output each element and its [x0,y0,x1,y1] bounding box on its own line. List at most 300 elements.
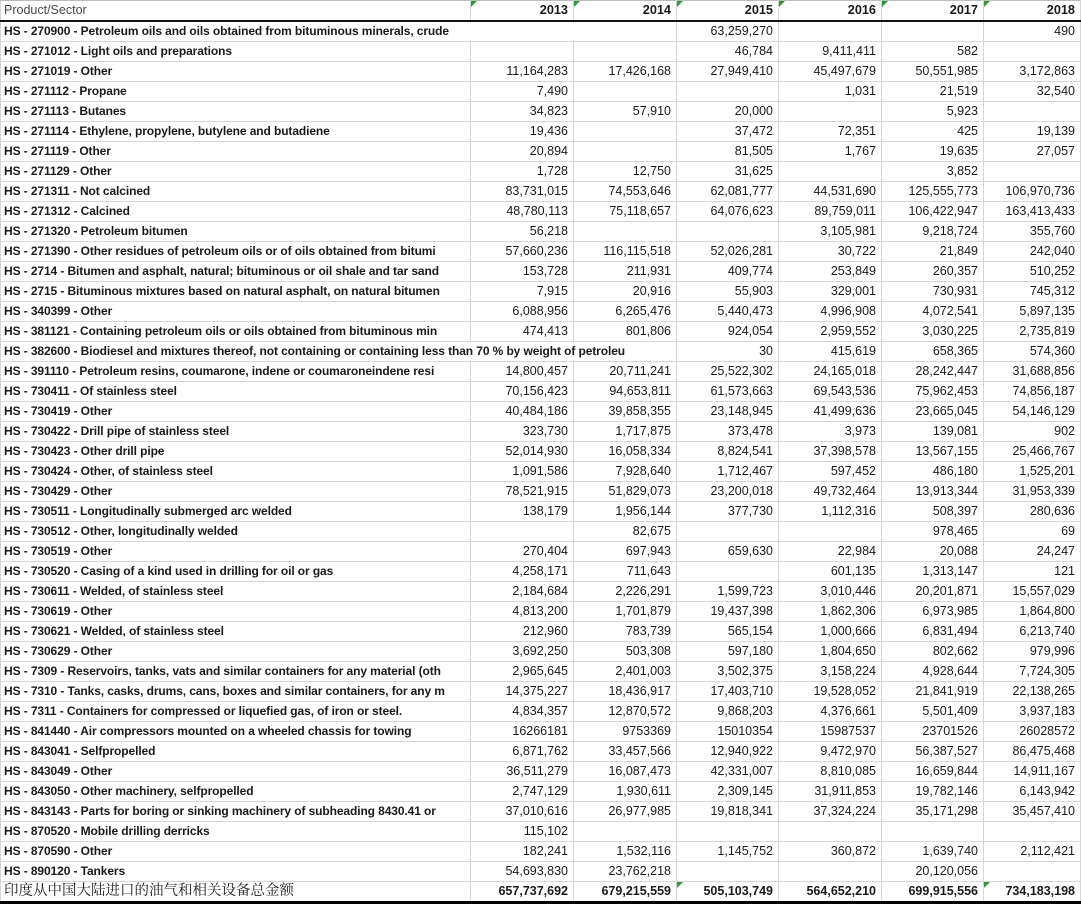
value-cell-2016[interactable]: 19,528,052 [779,682,882,702]
column-header-2017[interactable] [882,1,984,22]
value-cell-2015[interactable]: 25,522,302 [677,362,779,382]
value-cell-2015[interactable]: 81,505 [677,142,779,162]
value-cell-2017[interactable]: 4,072,541 [882,302,984,322]
row-label-cell[interactable]: HS - 271311 - Not calcined [1,182,471,202]
value-cell-2014[interactable]: 711,643 [574,562,677,582]
value-cell-2018[interactable]: 5,897,135 [984,302,1081,322]
row-label-cell[interactable]: HS - 7309 - Reservoirs, tanks, vats and similar containers for any material (oth [1,662,471,682]
value-cell-2014[interactable]: 17,426,168 [574,62,677,82]
value-cell-2017[interactable]: 20,088 [882,542,984,562]
total-value-cell-2013[interactable] [471,882,574,903]
value-cell-2016[interactable]: 41,499,636 [779,402,882,422]
value-cell-2013[interactable]: 212,960 [471,622,574,642]
value-cell-2015[interactable]: 19,818,341 [677,802,779,822]
value-cell-2018[interactable] [984,862,1081,882]
value-cell-2016[interactable] [779,162,882,182]
value-cell-2016[interactable]: 22,984 [779,542,882,562]
value-cell-2018[interactable]: 7,724,305 [984,662,1081,682]
total-value-cell-2016[interactable] [779,882,882,903]
value-cell-2017[interactable]: 35,171,298 [882,802,984,822]
value-cell-2015[interactable] [677,562,779,582]
value-cell-2018[interactable] [984,162,1081,182]
total-value-cell-2015[interactable] [677,882,779,903]
value-cell-2016[interactable]: 360,872 [779,842,882,862]
value-cell-2013[interactable]: 270,404 [471,542,574,562]
value-cell-2017[interactable]: 50,551,985 [882,62,984,82]
column-header-2014[interactable] [574,1,677,22]
value-cell-2014[interactable] [574,42,677,62]
value-cell-2017[interactable] [882,822,984,842]
value-cell-2015[interactable]: 20,000 [677,102,779,122]
row-label-cell[interactable]: HS - 843050 - Other machinery, selfpropelled [1,782,471,802]
value-cell-2018[interactable]: 54,146,129 [984,402,1081,422]
value-cell-2013[interactable]: 2,747,129 [471,782,574,802]
value-cell-2018[interactable]: 3,937,183 [984,702,1081,722]
value-cell-2018[interactable]: 280,636 [984,502,1081,522]
value-cell-2016[interactable]: 45,497,679 [779,62,882,82]
value-cell-2018[interactable]: 3,172,863 [984,62,1081,82]
value-cell-2017[interactable]: 21,841,919 [882,682,984,702]
value-cell-2017[interactable]: 23,665,045 [882,402,984,422]
value-cell-2018[interactable]: 574,360 [984,342,1081,362]
value-cell-2017[interactable]: 730,931 [882,282,984,302]
value-cell-2014[interactable]: 94,653,811 [574,382,677,402]
value-cell-2016[interactable]: 9,411,411 [779,42,882,62]
value-cell-2013[interactable]: 70,156,423 [471,382,574,402]
value-cell-2015[interactable]: 1,145,752 [677,842,779,862]
value-cell-2015[interactable]: 373,478 [677,422,779,442]
value-cell-2017[interactable]: 3,852 [882,162,984,182]
value-cell-2016[interactable] [779,862,882,882]
value-cell-2015[interactable]: 2,309,145 [677,782,779,802]
value-cell-2017[interactable]: 21,519 [882,82,984,102]
value-cell-2018[interactable]: 35,457,410 [984,802,1081,822]
value-cell-2017[interactable] [882,21,984,42]
value-cell-2016[interactable]: 30,722 [779,242,882,262]
value-cell-2018[interactable]: 902 [984,422,1081,442]
row-label-cell[interactable]: HS - 843041 - Selfpropelled [1,742,471,762]
value-cell-2013[interactable]: 16266181 [471,722,574,742]
value-cell-2015[interactable]: 924,054 [677,322,779,342]
row-label-cell[interactable]: HS - 271390 - Other residues of petroleum oils or of oils obtained from bitumi [1,242,471,262]
value-cell-2014[interactable]: 20,916 [574,282,677,302]
value-cell-2016[interactable]: 601,135 [779,562,882,582]
value-cell-2014[interactable]: 1,701,879 [574,602,677,622]
value-cell-2013[interactable] [471,522,574,542]
value-cell-2013[interactable]: 36,511,279 [471,762,574,782]
value-cell-2013[interactable]: 138,179 [471,502,574,522]
value-cell-2014[interactable]: 26,977,985 [574,802,677,822]
value-cell-2014[interactable]: 57,910 [574,102,677,122]
value-cell-2014[interactable]: 20,711,241 [574,362,677,382]
value-cell-2014[interactable]: 16,087,473 [574,762,677,782]
row-label-cell[interactable]: HS - 340399 - Other [1,302,471,322]
value-cell-2014[interactable]: 116,115,518 [574,242,677,262]
value-cell-2016[interactable]: 597,452 [779,462,882,482]
value-cell-2016[interactable]: 31,911,853 [779,782,882,802]
row-label-cell[interactable]: HS - 2715 - Bituminous mixtures based on natural asphalt, on natural bitumen [1,282,471,302]
column-header-2015[interactable] [677,1,779,22]
value-cell-2017[interactable]: 6,831,494 [882,622,984,642]
value-cell-2016[interactable]: 2,959,552 [779,322,882,342]
value-cell-2018[interactable]: 22,138,265 [984,682,1081,702]
value-cell-2013[interactable]: 7,915 [471,282,574,302]
value-cell-2013[interactable]: 1,091,586 [471,462,574,482]
value-cell-2017[interactable]: 13,913,344 [882,482,984,502]
value-cell-2015[interactable] [677,862,779,882]
value-cell-2016[interactable]: 253,849 [779,262,882,282]
value-cell-2014[interactable]: 82,675 [574,522,677,542]
value-cell-2018[interactable]: 31,688,856 [984,362,1081,382]
value-cell-2013[interactable]: 37,010,616 [471,802,574,822]
row-label-cell[interactable] [1,21,471,42]
value-cell-2016[interactable] [779,102,882,122]
value-cell-2016[interactable]: 49,732,464 [779,482,882,502]
value-cell-2017[interactable]: 106,422,947 [882,202,984,222]
value-cell-2016[interactable]: 1,000,666 [779,622,882,642]
value-cell-2018[interactable]: 106,970,736 [984,182,1081,202]
value-cell-2016[interactable]: 1,031 [779,82,882,102]
value-cell-2015[interactable]: 30 [677,342,779,362]
value-cell-2015[interactable] [677,222,779,242]
value-cell-2017[interactable]: 486,180 [882,462,984,482]
row-label-cell[interactable]: HS - 730519 - Other [1,542,471,562]
value-cell-2014[interactable]: 2,401,003 [574,662,677,682]
value-cell-2015[interactable]: 15010354 [677,722,779,742]
value-cell-2016[interactable]: 3,973 [779,422,882,442]
value-cell-2014[interactable] [574,822,677,842]
value-cell-2015[interactable]: 31,625 [677,162,779,182]
value-cell-2014[interactable] [574,142,677,162]
value-cell-2016[interactable]: 3,105,981 [779,222,882,242]
value-cell-2017[interactable]: 125,555,773 [882,182,984,202]
value-cell-2013[interactable]: 1,728 [471,162,574,182]
column-header-2018[interactable] [984,1,1081,22]
value-cell-2017[interactable]: 56,387,527 [882,742,984,762]
value-cell-2018[interactable]: 2,735,819 [984,322,1081,342]
row-label-cell[interactable]: HS - 730411 - Of stainless steel [1,382,471,402]
row-label-cell[interactable]: HS - 730422 - Drill pipe of stainless steel [1,422,471,442]
value-cell-2015[interactable]: 659,630 [677,542,779,562]
value-cell-2015[interactable]: 9,868,203 [677,702,779,722]
value-cell-2017[interactable]: 6,973,985 [882,602,984,622]
value-cell-2014[interactable]: 6,265,476 [574,302,677,322]
value-cell-2013[interactable]: 4,834,357 [471,702,574,722]
value-cell-2018[interactable]: 86,475,468 [984,742,1081,762]
value-cell-2013[interactable]: 83,731,015 [471,182,574,202]
value-cell-2016[interactable]: 8,810,085 [779,762,882,782]
value-cell-2013[interactable] [471,42,574,62]
value-cell-2015[interactable]: 565,154 [677,622,779,642]
value-cell-2017[interactable]: 23701526 [882,722,984,742]
row-label-cell[interactable]: HS - 730611 - Welded, of stainless steel [1,582,471,602]
value-cell-2014[interactable]: 1,717,875 [574,422,677,442]
value-cell-2017[interactable]: 139,081 [882,422,984,442]
value-cell-2018[interactable]: 25,466,767 [984,442,1081,462]
value-cell-2018[interactable]: 2,112,421 [984,842,1081,862]
value-cell-2018[interactable]: 19,139 [984,122,1081,142]
row-label-cell[interactable]: HS - 271320 - Petroleum bitumen [1,222,471,242]
value-cell-2017[interactable]: 20,120,056 [882,862,984,882]
value-cell-2015[interactable]: 377,730 [677,502,779,522]
value-cell-2013[interactable]: 52,014,930 [471,442,574,462]
value-cell-2016[interactable]: 69,543,536 [779,382,882,402]
value-cell-2014[interactable]: 503,308 [574,642,677,662]
value-cell-2013[interactable]: 323,730 [471,422,574,442]
value-cell-2014[interactable]: 1,930,611 [574,782,677,802]
value-cell-2016[interactable]: 37,398,578 [779,442,882,462]
value-cell-2017[interactable]: 28,242,447 [882,362,984,382]
value-cell-2016[interactable]: 329,001 [779,282,882,302]
value-cell-2017[interactable]: 1,313,147 [882,562,984,582]
value-cell-2017[interactable]: 802,662 [882,642,984,662]
value-cell-2013[interactable]: 6,871,762 [471,742,574,762]
value-cell-2013[interactable]: 48,780,113 [471,202,574,222]
value-cell-2013[interactable]: 3,692,250 [471,642,574,662]
value-cell-2014[interactable]: 2,226,291 [574,582,677,602]
value-cell-2014[interactable] [574,222,677,242]
value-cell-2017[interactable]: 9,218,724 [882,222,984,242]
value-cell-2018[interactable]: 490 [984,21,1081,42]
value-cell-2014[interactable]: 12,870,572 [574,702,677,722]
row-label-cell[interactable]: HS - 730511 - Longitudinally submerged arc welded [1,502,471,522]
value-cell-2017[interactable]: 19,635 [882,142,984,162]
row-label-cell[interactable]: HS - 271129 - Other [1,162,471,182]
value-cell-2015[interactable]: 19,437,398 [677,602,779,622]
value-cell-2017[interactable]: 19,782,146 [882,782,984,802]
value-cell-2015[interactable]: 3,502,375 [677,662,779,682]
value-cell-2018[interactable]: 1,525,201 [984,462,1081,482]
value-cell-2015[interactable]: 409,774 [677,262,779,282]
value-cell-2018[interactable]: 6,143,942 [984,782,1081,802]
total-value-cell-2017[interactable] [882,882,984,903]
value-cell-2016[interactable]: 1,804,650 [779,642,882,662]
row-label-cell[interactable]: HS - 271114 - Ethylene, propylene, butylene and butadiene [1,122,471,142]
row-label-cell[interactable]: HS - 730429 - Other [1,482,471,502]
value-cell-2016[interactable]: 3,158,224 [779,662,882,682]
column-header-product-sector[interactable]: Product/Sector [1,1,471,22]
value-cell-2013[interactable]: 19,436 [471,122,574,142]
value-cell-2016[interactable]: 3,010,446 [779,582,882,602]
value-cell-2016[interactable]: 1,767 [779,142,882,162]
value-cell-2016[interactable]: 37,324,224 [779,802,882,822]
value-cell-2013[interactable]: 14,800,457 [471,362,574,382]
value-cell-2015[interactable]: 5,440,473 [677,302,779,322]
value-cell-2014[interactable] [574,82,677,102]
value-cell-2014[interactable]: 7,928,640 [574,462,677,482]
value-cell-2014[interactable]: 783,739 [574,622,677,642]
row-label-cell[interactable]: HS - 890120 - Tankers [1,862,471,882]
row-label-cell[interactable]: HS - 271119 - Other [1,142,471,162]
column-header-2016[interactable] [779,1,882,22]
value-cell-2015[interactable]: 42,331,007 [677,762,779,782]
value-cell-2018[interactable]: 745,312 [984,282,1081,302]
row-label-cell[interactable]: HS - 271312 - Calcined [1,202,471,222]
row-label-cell[interactable]: HS - 843049 - Other [1,762,471,782]
row-label-cell[interactable]: HS - 841440 - Air compressors mounted on a wheeled chassis for towing [1,722,471,742]
value-cell-2017[interactable]: 582 [882,42,984,62]
value-cell-2014[interactable]: 697,943 [574,542,677,562]
value-cell-2018[interactable] [984,42,1081,62]
value-cell-2013[interactable]: 54,693,830 [471,862,574,882]
row-label-cell[interactable]: HS - 271012 - Light oils and preparations [1,42,471,62]
value-cell-2015[interactable]: 1,599,723 [677,582,779,602]
value-cell-2015[interactable]: 63,259,270 [677,21,779,42]
value-cell-2013[interactable]: 4,813,200 [471,602,574,622]
value-cell-2018[interactable] [984,102,1081,122]
value-cell-2015[interactable]: 12,940,922 [677,742,779,762]
column-header-2013[interactable] [471,1,574,22]
value-cell-2015[interactable]: 37,472 [677,122,779,142]
value-cell-2013[interactable]: 182,241 [471,842,574,862]
row-label-cell[interactable] [1,342,626,362]
row-label-cell[interactable]: HS - 7311 - Containers for compressed or liquefied gas, of iron or steel. [1,702,471,722]
value-cell-2013[interactable]: 153,728 [471,262,574,282]
row-label-cell[interactable]: HS - 730621 - Welded, of stainless steel [1,622,471,642]
value-cell-2016[interactable]: 1,862,306 [779,602,882,622]
value-cell-2015[interactable] [677,822,779,842]
row-label-cell[interactable]: HS - 870520 - Mobile drilling derricks [1,822,471,842]
row-label-cell[interactable]: HS - 870590 - Other [1,842,471,862]
value-cell-2018[interactable]: 355,760 [984,222,1081,242]
total-label-cell[interactable]: 印度从中国大陆进口的油气和相关设备总金额 [1,882,471,903]
row-label-cell[interactable]: HS - 271112 - Propane [1,82,471,102]
value-cell-2014[interactable]: 51,829,073 [574,482,677,502]
value-cell-2014[interactable]: 801,806 [574,322,677,342]
value-cell-2017[interactable]: 13,567,155 [882,442,984,462]
value-cell-2017[interactable]: 16,659,844 [882,762,984,782]
value-cell-2015[interactable]: 8,824,541 [677,442,779,462]
value-cell-2017[interactable]: 21,849 [882,242,984,262]
value-cell-2017[interactable]: 4,928,644 [882,662,984,682]
value-cell-2017[interactable]: 1,639,740 [882,842,984,862]
value-cell-2013[interactable]: 20,894 [471,142,574,162]
row-label-cell[interactable]: HS - 730619 - Other [1,602,471,622]
value-cell-2014[interactable]: 16,058,334 [574,442,677,462]
value-cell-2017[interactable]: 658,365 [882,342,984,362]
value-cell-2018[interactable]: 31,953,339 [984,482,1081,502]
value-cell-2015[interactable]: 1,712,467 [677,462,779,482]
value-cell-2016[interactable]: 44,531,690 [779,182,882,202]
row-label-cell[interactable]: HS - 730629 - Other [1,642,471,662]
value-cell-2016[interactable]: 72,351 [779,122,882,142]
value-cell-2018[interactable]: 26028572 [984,722,1081,742]
value-cell-2013[interactable]: 4,258,171 [471,562,574,582]
row-label-cell[interactable]: HS - 271113 - Butanes [1,102,471,122]
value-cell-2018[interactable]: 242,040 [984,242,1081,262]
value-cell-2018[interactable]: 979,996 [984,642,1081,662]
row-label-cell[interactable]: HS - 381121 - Containing petroleum oils or oils obtained from bituminous min [1,322,471,342]
row-label-cell[interactable]: HS - 271019 - Other [1,62,471,82]
value-cell-2013[interactable]: 34,823 [471,102,574,122]
value-cell-2015[interactable]: 17,403,710 [677,682,779,702]
value-cell-2013[interactable]: 2,965,645 [471,662,574,682]
value-cell-2018[interactable]: 24,247 [984,542,1081,562]
value-cell-2013[interactable]: 40,484,186 [471,402,574,422]
value-cell-2016[interactable]: 4,376,661 [779,702,882,722]
value-cell-2013[interactable]: 11,164,283 [471,62,574,82]
total-value-cell-2014[interactable] [574,882,677,903]
row-label-cell[interactable]: HS - 7310 - Tanks, casks, drums, cans, boxes and similar containers, for any m [1,682,471,702]
value-cell-2014[interactable]: 33,457,566 [574,742,677,762]
value-cell-2015[interactable]: 52,026,281 [677,242,779,262]
row-label-cell[interactable]: HS - 730520 - Casing of a kind used in drilling for oil or gas [1,562,471,582]
value-cell-2016[interactable]: 415,619 [779,342,882,362]
value-cell-2014[interactable]: 9753369 [574,722,677,742]
row-label-cell[interactable]: HS - 730512 - Other, longitudinally welded [1,522,471,542]
total-value-cell-2018[interactable] [984,882,1081,903]
value-cell-2013[interactable]: 56,218 [471,222,574,242]
value-cell-2014[interactable]: 75,118,657 [574,202,677,222]
value-cell-2013[interactable]: 474,413 [471,322,574,342]
value-cell-2015[interactable]: 46,784 [677,42,779,62]
value-cell-2018[interactable]: 1,864,800 [984,602,1081,622]
value-cell-2013[interactable]: 14,375,227 [471,682,574,702]
value-cell-2017[interactable]: 5,501,409 [882,702,984,722]
value-cell-2016[interactable] [779,822,882,842]
value-cell-2017[interactable]: 260,357 [882,262,984,282]
value-cell-2016[interactable]: 24,165,018 [779,362,882,382]
value-cell-2014[interactable]: 211,931 [574,262,677,282]
value-cell-2015[interactable] [677,522,779,542]
value-cell-2016[interactable]: 9,472,970 [779,742,882,762]
row-label-cell[interactable]: HS - 730423 - Other drill pipe [1,442,471,462]
value-cell-2013[interactable]: 57,660,236 [471,242,574,262]
value-cell-2015[interactable]: 597,180 [677,642,779,662]
value-cell-2015[interactable]: 55,903 [677,282,779,302]
value-cell-2013[interactable]: 7,490 [471,82,574,102]
value-cell-2018[interactable]: 163,413,433 [984,202,1081,222]
value-cell-2014[interactable]: 1,532,116 [574,842,677,862]
value-cell-2015[interactable]: 64,076,623 [677,202,779,222]
row-label-cell[interactable]: HS - 2714 - Bitumen and asphalt, natural; bituminous or oil shale and tar sand [1,262,471,282]
value-cell-2017[interactable]: 75,962,453 [882,382,984,402]
value-cell-2013[interactable]: 2,184,684 [471,582,574,602]
row-label-cell[interactable]: HS - 730419 - Other [1,402,471,422]
value-cell-2017[interactable]: 978,465 [882,522,984,542]
value-cell-2014[interactable]: 74,553,646 [574,182,677,202]
value-cell-2018[interactable]: 32,540 [984,82,1081,102]
value-cell-2018[interactable]: 510,252 [984,262,1081,282]
value-cell-2013[interactable]: 78,521,915 [471,482,574,502]
value-cell-2015[interactable] [677,82,779,102]
row-label-cell[interactable]: HS - 843143 - Parts for boring or sinking machinery of subheading 8430.41 or [1,802,471,822]
value-cell-2016[interactable]: 4,996,908 [779,302,882,322]
value-cell-2018[interactable]: 27,057 [984,142,1081,162]
value-cell-2014[interactable]: 1,956,144 [574,502,677,522]
value-cell-2018[interactable]: 15,557,029 [984,582,1081,602]
value-cell-2014[interactable] [574,122,677,142]
value-cell-2018[interactable]: 74,856,187 [984,382,1081,402]
value-cell-2014[interactable]: 23,762,218 [574,862,677,882]
value-cell-2014[interactable]: 39,858,355 [574,402,677,422]
value-cell-2018[interactable]: 14,911,167 [984,762,1081,782]
value-cell-2015[interactable]: 62,081,777 [677,182,779,202]
value-cell-2017[interactable]: 508,397 [882,502,984,522]
value-cell-2016[interactable] [779,21,882,42]
value-cell-2014[interactable]: 12,750 [574,162,677,182]
value-cell-2016[interactable]: 89,759,011 [779,202,882,222]
value-cell-2017[interactable]: 20,201,871 [882,582,984,602]
value-cell-2016[interactable] [779,522,882,542]
value-cell-2015[interactable]: 27,949,410 [677,62,779,82]
value-cell-2018[interactable]: 69 [984,522,1081,542]
value-cell-2017[interactable]: 5,923 [882,102,984,122]
value-cell-2013[interactable]: 6,088,956 [471,302,574,322]
value-cell-2017[interactable]: 3,030,225 [882,322,984,342]
value-cell-2018[interactable]: 121 [984,562,1081,582]
value-cell-2015[interactable]: 23,148,945 [677,402,779,422]
